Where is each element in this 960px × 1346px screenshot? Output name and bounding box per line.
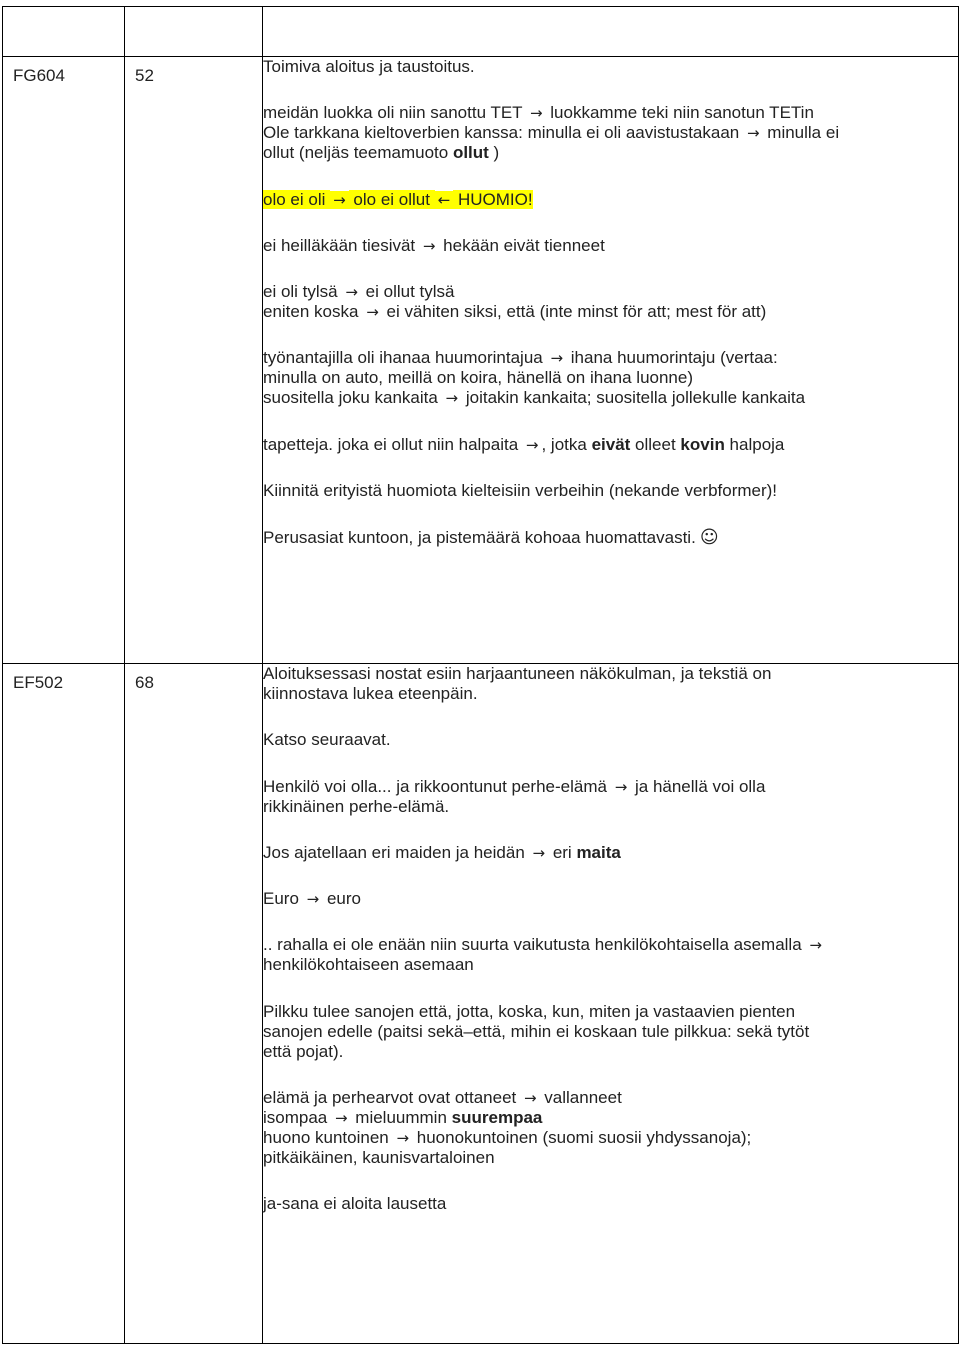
comment-paragraph (263, 730, 958, 750)
text-run: Ole tarkkana kieltoverbien kanssa: minulla ei oli aavistustakaan (263, 123, 744, 143)
text-run: vallanneet (539, 1088, 622, 1108)
arrow-right-icon: → (525, 435, 539, 454)
comment-line (263, 57, 958, 77)
text-run: ja-sana ei aloita lausetta (263, 1194, 447, 1214)
arrow-right-icon: → (614, 777, 628, 796)
table-row-fg604 (3, 57, 959, 664)
highlighted-text: olo ei oli (263, 189, 331, 209)
arrow-right-icon: → (396, 1129, 410, 1148)
text-run: sanojen edelle (paitsi sekä–että, mihin ei koskaan tule pilkkua: sekä tytöt (263, 1021, 810, 1041)
comment-line (263, 843, 958, 863)
text-run: elämä ja perhearvot ovat ottaneet (263, 1088, 521, 1108)
text-run: ei heilläkään tiesivät (263, 235, 420, 255)
text-run: pitkäikäinen, kaunisvartaloinen (263, 1148, 495, 1168)
comment-line (263, 1128, 958, 1148)
text-run: ja hänellä voi olla (630, 776, 766, 796)
comment-line (263, 388, 958, 408)
comment-paragraph (263, 664, 958, 704)
text-run: eniten koska (263, 302, 364, 322)
comments-body (263, 664, 958, 1214)
comment-line (263, 1108, 958, 1128)
comment-line (263, 1042, 958, 1062)
arrow-right-icon: → (330, 191, 349, 209)
text-run: minulla on auto, meillä on koira, hänellä on ihana luonne) (263, 368, 694, 388)
comment-line (263, 1022, 958, 1042)
comment-line (263, 527, 958, 548)
comment-line (263, 302, 958, 322)
text-run: huonokuntoinen (suomi suosii yhdyssanoja); (412, 1128, 752, 1148)
arrow-right-icon: → (366, 303, 379, 322)
comment-line (263, 348, 958, 368)
row-code: EF502 (13, 673, 64, 692)
text-run: olleet (630, 434, 681, 454)
code-cell (3, 57, 125, 664)
comment-line (263, 1002, 958, 1022)
text-run: henkilökohtaiseen asemaan (263, 955, 474, 975)
comment-line (263, 143, 958, 163)
arrow-left-icon: ← (435, 191, 454, 209)
text-run: Toimiva aloitus ja taustoitus. (263, 57, 475, 76)
table-row-ef502 (3, 664, 959, 1344)
comment-line (263, 1088, 958, 1108)
text-run: Katso seuraavat. (263, 730, 391, 750)
text-run: huono kuntoinen (263, 1128, 394, 1148)
score-cell (125, 664, 263, 1344)
arrow-right-icon: → (532, 843, 546, 862)
comment-paragraph (263, 527, 958, 548)
bold-text: ollut (452, 143, 489, 163)
text-run: , jotka (541, 434, 592, 454)
arrow-right-icon: → (809, 936, 822, 955)
text-run: hekään eivät tienneet (438, 235, 605, 255)
text-run: minulla ei (762, 123, 840, 143)
arrow-right-icon: → (306, 890, 320, 909)
comment-line (263, 777, 958, 797)
text-run: euro (322, 889, 361, 909)
text-run: ) (488, 143, 500, 163)
comment-line (263, 935, 958, 955)
score-cell (125, 57, 263, 664)
comment-line (263, 368, 958, 388)
comment-line (263, 684, 958, 704)
feedback-table (2, 6, 959, 1344)
text-run: Henkilö voi olla... ja rikkoontunut perhe-elämä (263, 776, 612, 796)
comment-line (263, 889, 958, 909)
comments-cell (263, 57, 959, 664)
header-cell-2 (125, 7, 263, 57)
comment-line (263, 435, 958, 455)
comment-line (263, 955, 958, 975)
comment-paragraph (263, 190, 958, 210)
code-cell (3, 664, 125, 1344)
comment-paragraph (263, 889, 958, 909)
comment-line (263, 236, 958, 256)
text-run: kiinnostava lukea eteenpäin. (263, 684, 478, 703)
arrow-right-icon: → (445, 389, 459, 408)
comment-paragraph (263, 935, 958, 975)
text-run: suositella joku kankaita (263, 388, 443, 408)
comment-paragraph (263, 282, 958, 322)
text-run: luokkamme teki niin sanotun TETin (545, 103, 814, 123)
comments-cell (263, 664, 959, 1344)
comment-paragraph (263, 777, 958, 817)
text-run: Euro (263, 889, 304, 909)
text-run: Perusasiat kuntoon, ja pistemäärä kohoaa huomattavasti. (263, 528, 696, 548)
text-run: Jos ajatellaan eri maiden ja heidän (263, 842, 530, 862)
text-run: ei oli tylsä (263, 282, 343, 302)
header-cell-1 (3, 7, 125, 57)
arrow-right-icon: → (529, 104, 543, 123)
comment-paragraph (263, 481, 958, 501)
header-cell-3 (263, 7, 959, 57)
arrow-right-icon: → (345, 283, 358, 302)
text-run: rikkinäinen perhe-elämä. (263, 796, 450, 816)
text-run: mieluummin (350, 1108, 452, 1128)
comment-line (263, 190, 958, 210)
comment-line (263, 664, 958, 684)
text-run: ei ollut tylsä (360, 282, 455, 302)
comment-paragraph (263, 348, 958, 408)
bold-text: maita (576, 842, 621, 862)
row-score: 68 (135, 673, 154, 692)
row-score: 52 (135, 66, 154, 85)
text-run: halpoja (724, 434, 785, 454)
smiley-icon: ☺ (699, 527, 719, 549)
text-run: meidän luokka oli niin sanottu TET (263, 103, 527, 123)
comment-paragraph (263, 236, 958, 256)
text-run: .. rahalla ei ole enään niin suurta vaikutusta henkilökohtaisella asemalla (263, 935, 807, 955)
comment-paragraph (263, 1002, 958, 1062)
comment-paragraph (263, 103, 958, 163)
comment-line (263, 481, 958, 501)
arrow-right-icon: → (550, 349, 564, 368)
bold-text: eivät (591, 434, 631, 454)
comments-body (263, 57, 958, 548)
text-run: ihana huumorintaju (vertaa: (566, 348, 778, 368)
text-run: tapetteja. joka ei ollut niin halpaita (263, 434, 523, 454)
bold-text: kovin (680, 434, 725, 454)
comment-paragraph (263, 57, 958, 77)
comment-line (263, 103, 958, 123)
arrow-right-icon: → (422, 236, 436, 255)
text-run: joitakin kankaita; suositella jollekulle kankaita (461, 388, 806, 408)
text-run: työnantajilla oli ihanaa huumorintajua (263, 348, 548, 368)
comment-line (263, 282, 958, 302)
highlighted-text: HUOMIO! (453, 189, 533, 209)
text-run: että pojat). (263, 1041, 344, 1061)
text-run: ollut (neljäs teemamuoto (263, 143, 453, 163)
text-run: Aloituksessasi nostat esiin harjaantuneen näkökulman, ja tekstiä on (263, 664, 772, 683)
text-run: eri (548, 842, 577, 862)
comment-paragraph (263, 843, 958, 863)
comment-line (263, 1194, 958, 1214)
text-run: isompaa (263, 1108, 332, 1128)
text-run: Kiinnitä erityistä huomiota kielteisiin verbeihin (nekande verbformer)! (263, 481, 778, 501)
header-row (3, 7, 959, 57)
text-run: ei vähiten siksi, että (inte minst för att; mest för att) (381, 302, 767, 322)
bold-text: suurempaa (451, 1108, 543, 1128)
comment-line (263, 123, 958, 143)
text-run: Pilkku tulee sanojen että, jotta, koska, kun, miten ja vastaavien pienten (263, 1001, 796, 1021)
arrow-right-icon: → (334, 1109, 348, 1128)
comment-line (263, 730, 958, 750)
comment-paragraph (263, 1194, 958, 1214)
comment-paragraph (263, 435, 958, 455)
arrow-right-icon: → (746, 124, 760, 143)
comment-line (263, 797, 958, 817)
row-code: FG604 (13, 66, 65, 85)
highlighted-text: olo ei ollut (348, 189, 435, 209)
comment-paragraph (263, 1088, 958, 1168)
comment-line (263, 1148, 958, 1168)
arrow-right-icon: → (524, 1089, 537, 1108)
